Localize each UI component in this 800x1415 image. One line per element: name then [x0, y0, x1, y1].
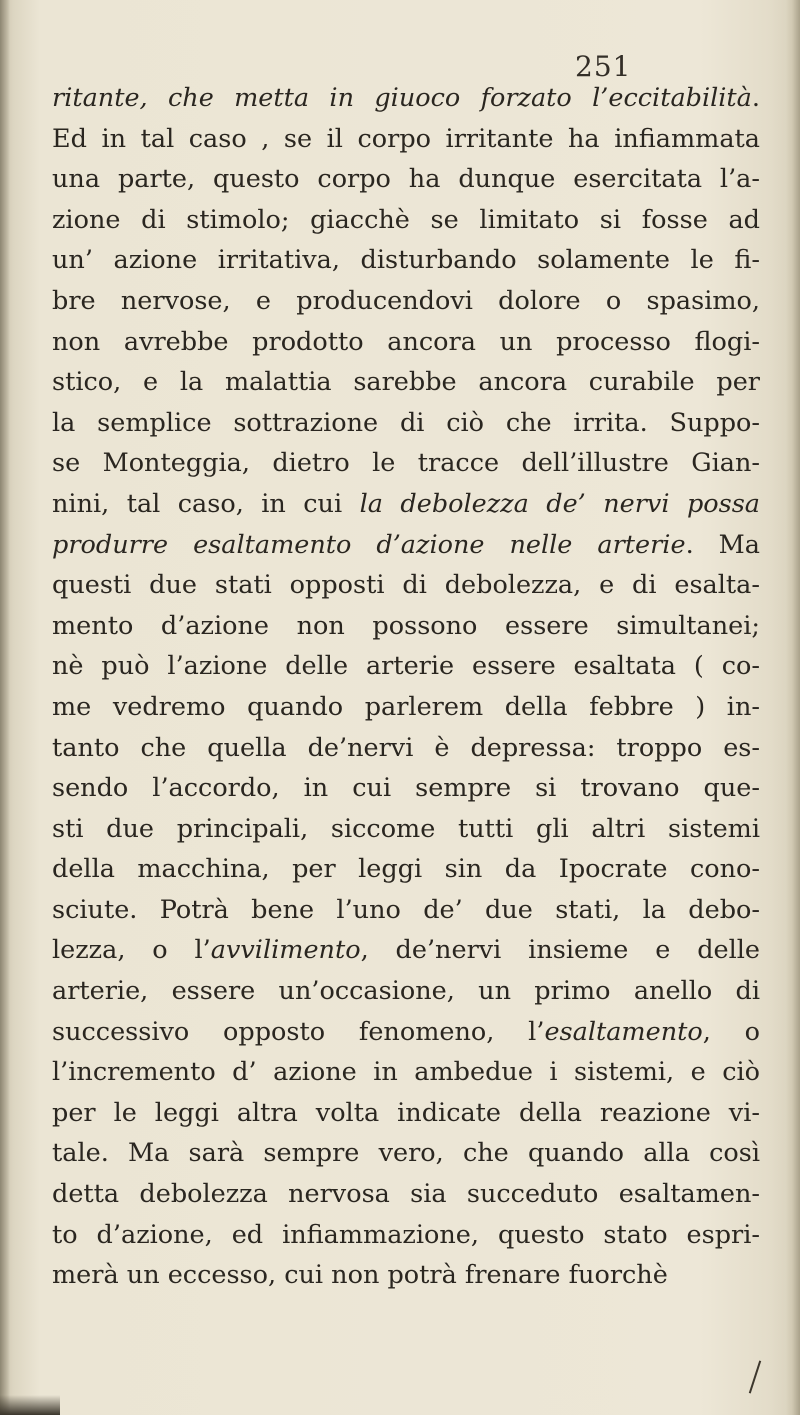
- text-plain: un’ azione irritativa, disturbando solamente le fi-: [52, 245, 760, 276]
- text-plain: zione di stimolo; giacchè se limitato si fosse ad: [52, 204, 760, 235]
- text-line: [52, 1255, 760, 1296]
- text-line: [52, 1215, 760, 1256]
- page-outer-edge: [786, 0, 800, 1415]
- ink-mark: [749, 1361, 761, 1394]
- text-line: [52, 890, 760, 931]
- text-line: [52, 403, 760, 444]
- text-line: [52, 687, 760, 728]
- text-line: [52, 484, 760, 525]
- text-plain: l’incremento d’ azione in ambedue i sistemi, e ciò: [52, 1057, 760, 1088]
- text-italic: avvilimento: [210, 935, 361, 966]
- text-plain: tale. Ma sarà sempre vero, che quando alla così: [52, 1138, 760, 1169]
- text-line: [52, 565, 760, 606]
- text-plain: to d’azione, ed infiammazione, questo stato espri-: [52, 1219, 760, 1250]
- text-plain: arterie, essere un’occasione, un primo anello di: [52, 976, 760, 1007]
- text-plain: me vedremo quando parlerem della febbre ) in-: [52, 691, 760, 722]
- text-line: [52, 1133, 760, 1174]
- text-plain: stico, e la malattia sarebbe ancora curabile per: [52, 367, 760, 398]
- text-line: [52, 606, 760, 647]
- text-line: [52, 525, 760, 566]
- text-plain: nè può l’azione delle arterie essere esaltata ( co-: [52, 651, 760, 682]
- text-line: [52, 930, 760, 971]
- text-plain: merà un eccesso, cui non potrà frenare fuorchè: [52, 1260, 668, 1291]
- text-plain: nini, tal caso, in cui: [52, 488, 360, 519]
- text-plain: sciute. Potrà bene l’uno de’ due stati, la debo-: [52, 894, 760, 925]
- text-line: [52, 200, 760, 241]
- text-line: [52, 1174, 760, 1215]
- text-line: [52, 322, 760, 363]
- text-line: [52, 281, 760, 322]
- text-plain: detta debolezza nervosa sia succeduto esaltamen-: [52, 1179, 760, 1210]
- body-text: [52, 78, 760, 1296]
- text-plain: mento d’azione non possono essere simultanei;: [52, 610, 760, 641]
- text-plain: .: [751, 83, 760, 113]
- text-plain: , o: [702, 1016, 760, 1047]
- text-line: [52, 1093, 760, 1134]
- text-line: [52, 768, 760, 809]
- text-line: [52, 362, 760, 403]
- text-line: [52, 1052, 760, 1093]
- text-italic: ritante, che metta in giuoco forzato l’eccitabilità: [52, 83, 752, 113]
- text-line: [52, 78, 760, 119]
- text-line: [52, 1012, 760, 1053]
- page-binding-edge: [0, 0, 10, 1415]
- text-plain: una parte, questo corpo ha dunque esercitata l’a-: [52, 164, 760, 195]
- text-line: [52, 443, 760, 484]
- text-plain: della macchina, per leggi sin da Ipocrate cono-: [52, 854, 760, 885]
- text-plain: bre nervose, e producendovi dolore o spasimo,: [52, 285, 760, 316]
- page-number: 251: [575, 50, 632, 83]
- text-line: [52, 728, 760, 769]
- text-italic: produrre esaltamento d’azione nelle arterie: [52, 529, 686, 560]
- text-line: [52, 646, 760, 687]
- text-plain: per le leggi altra volta indicate della reazione vi-: [52, 1097, 760, 1128]
- text-plain: lezza, o l’: [52, 935, 211, 966]
- text-line: [52, 971, 760, 1012]
- text-plain: non avrebbe prodotto ancora un processo flogi-: [52, 326, 760, 357]
- text-plain: sendo l’accordo, in cui sempre si trovano que-: [52, 773, 760, 804]
- text-plain: Ed in tal caso , se il corpo irritante ha infiammata: [52, 123, 760, 154]
- text-plain: questi due stati opposti di debolezza, e di esalta-: [52, 570, 760, 601]
- text-line: [52, 240, 760, 281]
- text-plain: . Ma: [685, 529, 760, 560]
- text-plain: tanto che quella de’nervi è depressa: troppo es-: [52, 732, 760, 763]
- page-shadow: [0, 1395, 60, 1415]
- text-line: [52, 809, 760, 850]
- text-plain: la semplice sottrazione di ciò che irrita. Suppo-: [52, 407, 760, 438]
- text-italic: esaltamento: [544, 1016, 703, 1047]
- text-plain: se Monteggia, dietro le tracce dell’illustre Gian-: [52, 448, 760, 479]
- text-plain: successivo opposto fenomeno, l’: [52, 1016, 545, 1047]
- text-line: [52, 159, 760, 200]
- text-plain: sti due principali, siccome tutti gli altri sistemi: [52, 813, 760, 844]
- text-italic: la debolezza de’ nervi possa: [359, 488, 760, 519]
- text-plain: , de’nervi insieme e delle: [360, 935, 760, 966]
- text-line: [52, 849, 760, 890]
- text-line: [52, 119, 760, 160]
